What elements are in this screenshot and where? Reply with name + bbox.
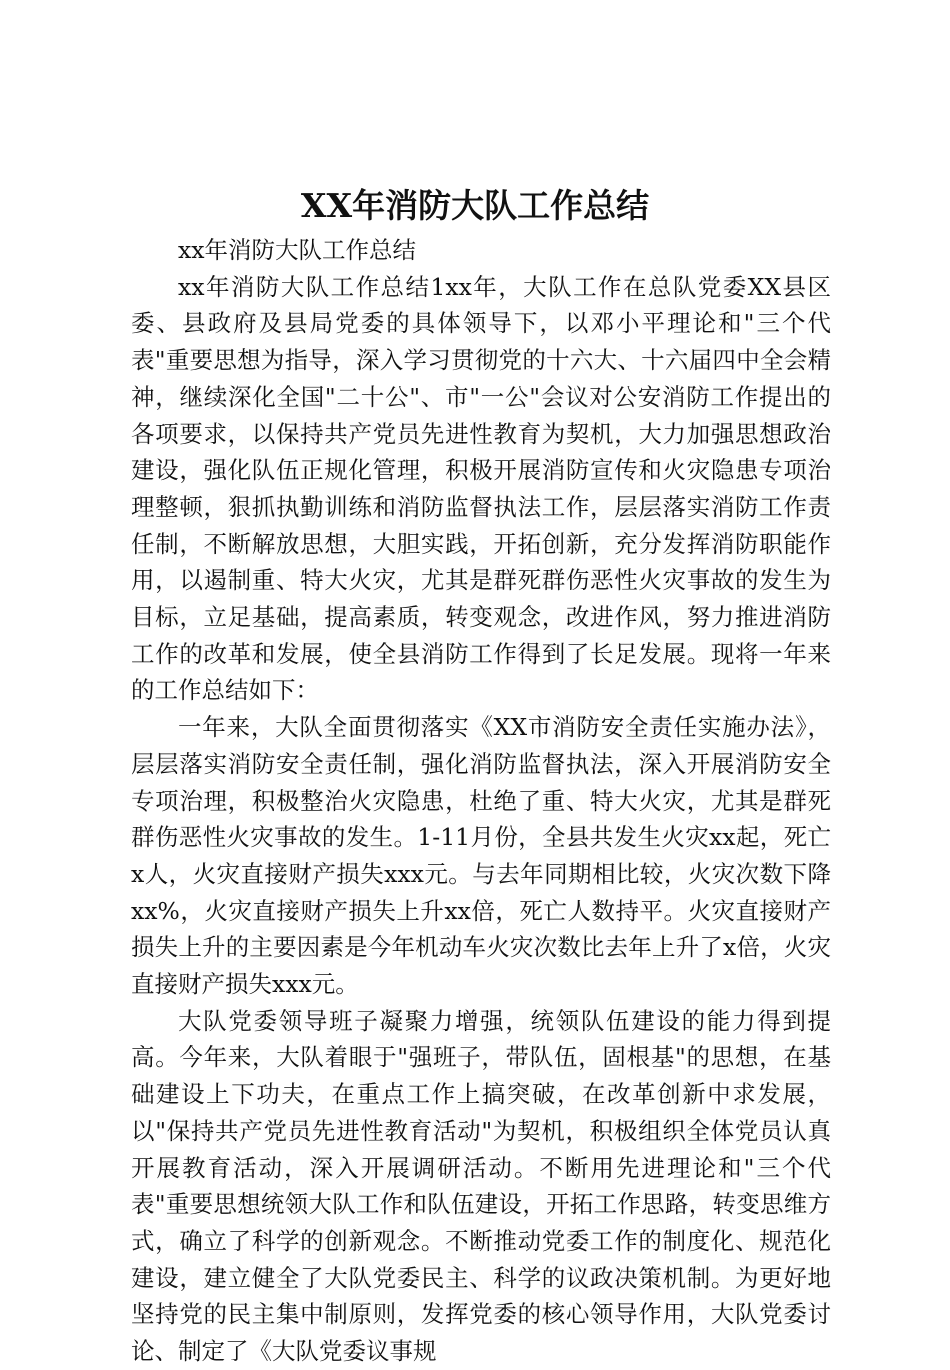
paragraph-party-committee: 大队党委领导班子凝聚力增强，统领队伍建设的能力得到提高。今年来，大队着眼于"强班子，带队伍，固根基"的思想，在基础建设上下功夫，在重点工作上搞突破，在改革创新中求发展，以"保持共产党员先进性教育活动"为契机，积极组织全体党员认真开展教育活动，深入开展调研活动。不断用先进理论和"三个代表"重要思想统领大队工作和队伍建设，开拓工作思路，转变思维方式，确立了科学的创新观念。不断推动党委工作的制度化、规范化建设，建立健全了大队党委民主、科学的议政决策机制。为更好地坚持党的民主集中制原则，发挥党委的核心领导作用，大队党委讨论、制定了《大队党委议事规 xyxy=(131,1006,831,1366)
document-body xyxy=(131,232,831,1370)
paragraph-fire-safety: 一年来，大队全面贯彻落实《XX市消防安全责任实施办法》，层层落实消防安全责任制，强化消防监督执法，深入开展消防安全专项治理，积极整治火灾隐患，杜绝了重、特大火灾，尤其是群死群伤恶性火灾事故的发生。1-11月份，全县共发生火灾xx起，死亡x人，火灾直接财产损失xxx元。与去年同期相比较，火灾次数下降xx%，火灾直接财产损失上升xx倍，死亡人数持平。火灾直接财产损失上升的主要因素是今年机动车火灾次数比去年上升了x倍，火灾直接财产损失xxx元。 xyxy=(131,713,831,999)
document-subtitle: xx年消防大队工作总结 xyxy=(178,236,417,264)
paragraph-intro: xx年消防大队工作总结1xx年，大队工作在总队党委XX县区委、县政府及县局党委的具体领导下，以邓小平理论和"三个代表"重要思想为指导，深入学习贯彻党的十六大、十六届四中全会精神，继续深化全国"二十公"、市"一公"会议对公安消防工作提出的各项要求，以保持共产党员先进性教育为契机，大力加强思想政治建设，强化队伍正规化管理，积极开展消防宣传和火灾隐患专项治理整顿，狠抓执勤训练和消防监督执法工作，层层落实消防工作责任制，不断解放思想，大胆实践，开拓创新，充分发挥消防职能作用，以遏制重、特大火灾，尤其是群死群伤恶性火灾事故的发生为目标，立足基础，提高素质，转变观念，改进作风，努力推进消防工作的改革和发展，使全县消防工作得到了长足发展。现将一年来的工作总结如下： xyxy=(131,272,831,705)
page-title: XX年消防大队工作总结 xyxy=(300,186,650,225)
